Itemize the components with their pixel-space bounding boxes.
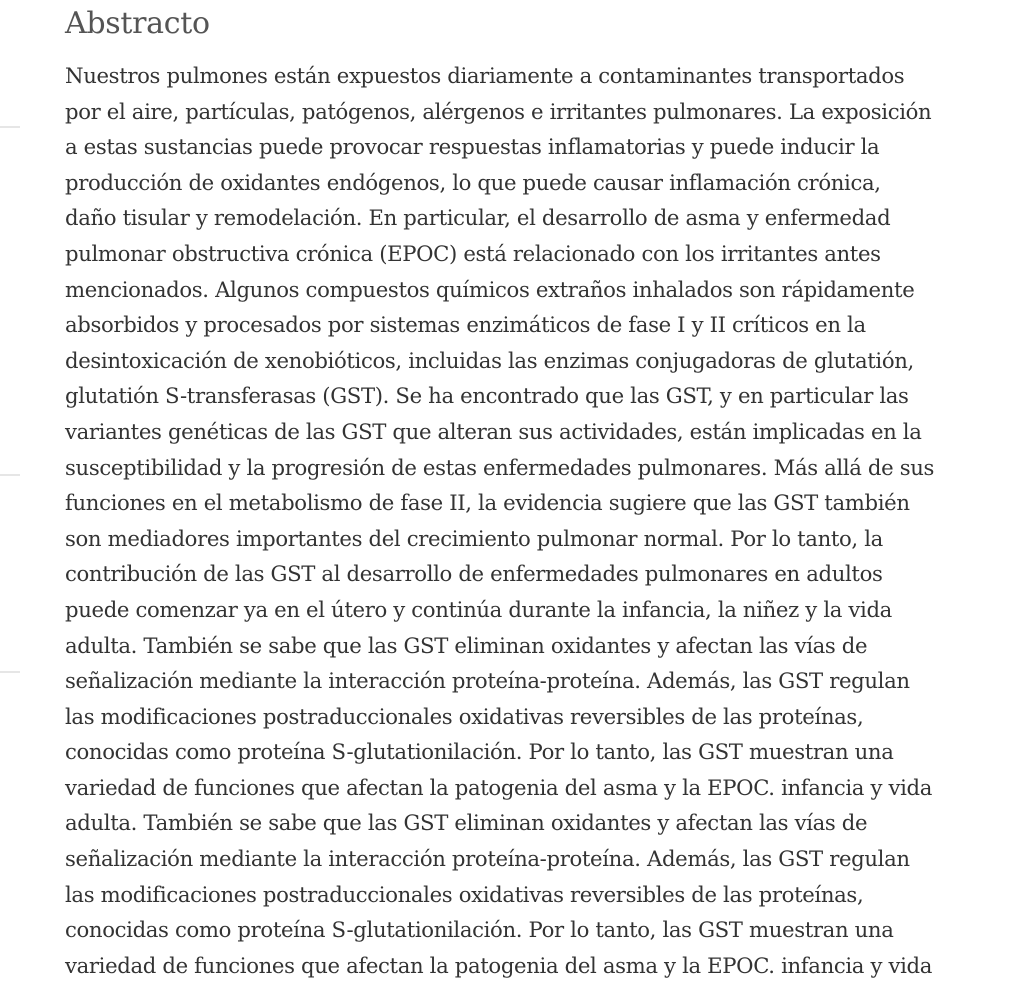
text-line: variedad de funciones que afectan la patogenia del asma y la EPOC. infancia y vida xyxy=(65,774,933,800)
text-line: señalización mediante la interacción proteína-proteína. Además, las GST regulan xyxy=(65,846,910,872)
text-line: por el aire, partículas, patógenos, alérgenos e irritantes pulmonares. La exposición xyxy=(65,98,932,124)
text-line: variantes genéticas de las GST que alteran sus actividades, están implicadas en la xyxy=(65,418,922,444)
text-line: contribución de las GST al desarrollo de enfermedades pulmonares en adultos xyxy=(65,561,883,587)
text-line: Nuestros pulmones están expuestos diariamente a contaminantes transportados xyxy=(65,63,905,88)
text-line: producción de oxidantes endógenos, lo que puede causar inflamación crónica, xyxy=(65,169,881,195)
left-edge-divider-3 xyxy=(0,671,20,673)
text-line: daño tisular y remodelación. En particular, el desarrollo de asma y enfermedad xyxy=(65,205,891,231)
abstract-heading: Abstracto xyxy=(65,6,210,41)
text-line: desintoxicación de xenobióticos, incluidas las enzimas conjugadoras de glutatión, xyxy=(65,347,914,373)
text-line: conocidas como proteína S-glutationilación. Por lo tanto, las GST muestran una xyxy=(65,739,894,765)
text-line: glutatión S-transferasas (GST). Se ha encontrado que las GST, y en particular las xyxy=(65,383,909,409)
text-line: a estas sustancias puede provocar respuestas inflamatorias y puede inducir la xyxy=(65,134,880,160)
text-line: adulta. También se sabe que las GST eliminan oxidantes y afectan las vías de xyxy=(65,810,868,836)
text-line: variedad de funciones que afectan la patogenia del asma y la EPOC. infancia y vida xyxy=(65,952,933,978)
text-line: absorbidos y procesados por sistemas enzimáticos de fase I y II críticos en la xyxy=(65,312,866,338)
text-line: funciones en el metabolismo de fase II, la evidencia sugiere que las GST también xyxy=(65,490,910,516)
text-line: las modificaciones postraduccionales oxidativas reversibles de las proteínas, xyxy=(65,703,864,729)
text-line: las modificaciones postraduccionales oxidativas reversibles de las proteínas, xyxy=(65,881,864,907)
text-line: adulta. También se sabe que las GST eliminan oxidantes y afectan las vías de xyxy=(65,632,868,658)
text-line: son mediadores importantes del crecimiento pulmonar normal. Por lo tanto, la xyxy=(65,525,883,551)
left-edge-divider-2 xyxy=(0,474,20,476)
text-line: susceptibilidad y la progresión de estas enfermedades pulmonares. Más allá de sus xyxy=(65,454,935,480)
abstract-paragraph xyxy=(65,58,975,983)
text-line: mencionados. Algunos compuestos químicos extraños inhalados son rápidamente xyxy=(65,276,915,302)
text-line: señalización mediante la interacción proteína-proteína. Además, las GST regulan xyxy=(65,668,910,694)
text-line: puede comenzar ya en el útero y continúa durante la infancia, la niñez y la vida xyxy=(65,596,892,622)
text-line: conocidas como proteína S-glutationilación. Por lo tanto, las GST muestran una xyxy=(65,917,894,943)
text-line: pulmonar obstructiva crónica (EPOC) está relacionado con los irritantes antes xyxy=(65,240,881,266)
left-edge-divider-1 xyxy=(0,126,20,128)
